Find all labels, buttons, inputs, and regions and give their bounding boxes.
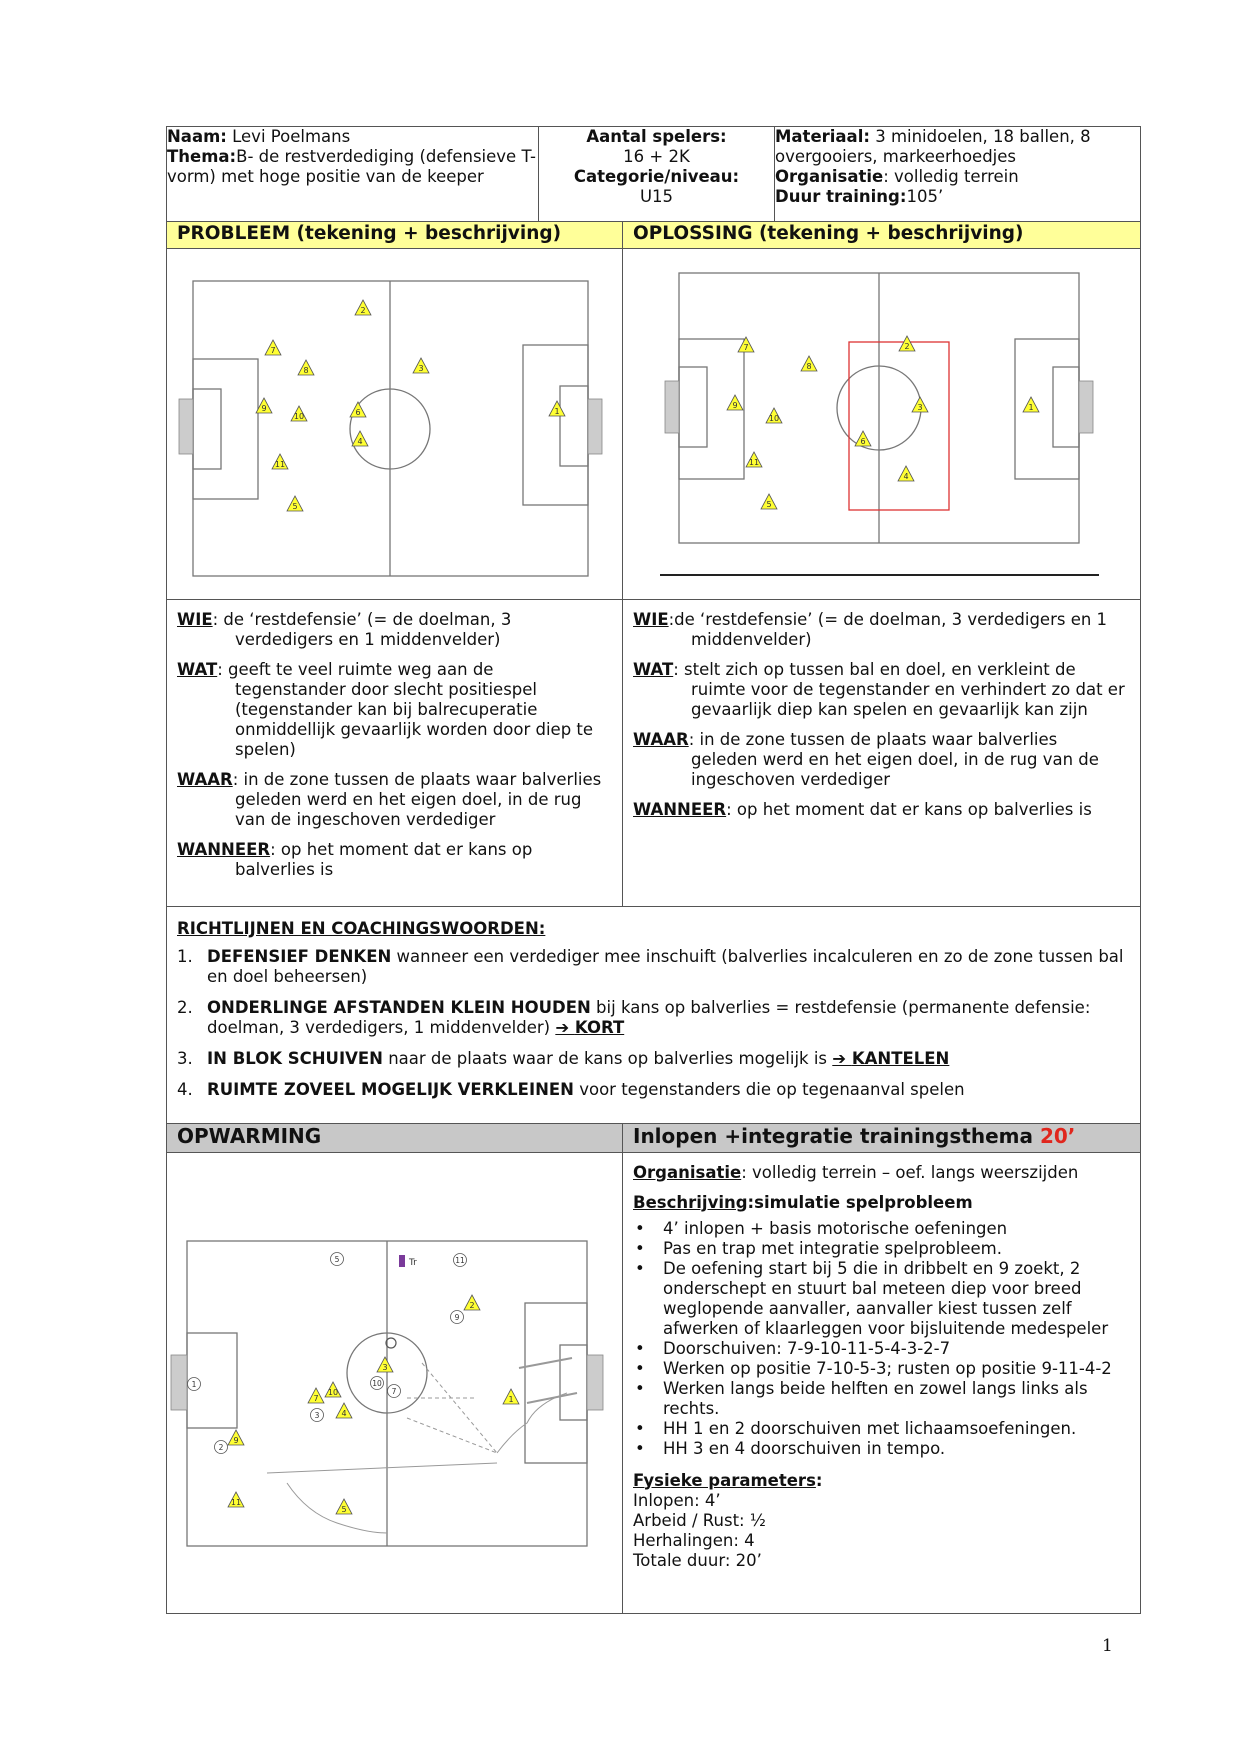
warmup-bullet: • Pas en trap met integratie spelprobleem. — [633, 1239, 1130, 1259]
problem-description — [167, 599, 623, 906]
players-label: Aantal spelers: — [586, 127, 727, 146]
organisation-label: Organisatie — [775, 167, 884, 186]
guidelines-title: RICHTLIJNEN EN COACHINGSWOORDEN: — [177, 918, 546, 938]
player-marker — [265, 340, 281, 355]
svg-text:11: 11 — [748, 457, 760, 467]
svg-text:2: 2 — [218, 1442, 224, 1452]
svg-text:1: 1 — [1028, 402, 1034, 412]
problem-title: PROBLEEM (tekening + beschrijving) — [167, 221, 623, 248]
player-marker — [352, 431, 368, 446]
guideline-arrow-text: KORT — [574, 1017, 625, 1037]
sol-waar-label: WAAR — [633, 729, 689, 749]
solution-description — [623, 599, 1141, 906]
player-marker — [291, 406, 307, 421]
players-value: 16 + 2K — [623, 147, 690, 166]
phys-colon: : — [815, 1470, 823, 1490]
warmup-right-title — [623, 1123, 1141, 1152]
player-marker — [355, 300, 371, 315]
svg-text:11: 11 — [274, 459, 286, 469]
player-marker — [746, 452, 762, 467]
org-label: Organisatie — [633, 1162, 742, 1182]
warmup-bullet: • De oefening start bij 5 die in dribbelt en 9 zoekt, 2 onderschept en stuurt bal meteen diep voor breed weglopende aanvaller, aanvaller kiest tussen zelf afwerken of klaarleggen voor bijsluitende medespeler — [633, 1259, 1130, 1339]
sol-wanneer-text: : op het moment dat er kans op balverlies is — [726, 799, 1092, 819]
arrow-right-icon: ➔ — [832, 1048, 852, 1068]
warmup-time: 20’ — [1039, 1123, 1076, 1148]
sol-wanneer-label: WANNEER — [633, 799, 727, 819]
warmup-field-diagram — [167, 1153, 623, 1613]
warmup-bullet: • HH 3 en 4 doorschuiven in tempo. — [633, 1439, 1130, 1459]
player-marker — [503, 1389, 519, 1404]
sol-waar-text: : in de zone tussen de plaats waar balverlies — [688, 729, 1058, 749]
player-marker — [272, 454, 288, 469]
player-marker — [350, 402, 366, 417]
player-marker — [308, 1388, 324, 1403]
training-sheet — [166, 126, 1140, 1614]
svg-text:9: 9 — [233, 1435, 239, 1445]
svg-text:5: 5 — [334, 1254, 340, 1264]
player-marker — [766, 408, 782, 423]
defensive-zone-rect — [849, 342, 949, 510]
svg-text:9: 9 — [454, 1312, 460, 1322]
svg-text:10: 10 — [293, 411, 305, 421]
guideline-keyword: DEFENSIEF DENKEN — [207, 946, 392, 966]
svg-text:9: 9 — [261, 403, 267, 413]
player-marker — [761, 494, 777, 509]
player-marker — [855, 431, 871, 446]
player-marker — [336, 1499, 352, 1514]
desc-text: :simulatie spelprobleem — [747, 1192, 973, 1212]
phys-line: Herhalingen: 4 — [633, 1530, 755, 1550]
guideline-number: 3. — [177, 1048, 193, 1068]
guideline-keyword: IN BLOK SCHUIVEN — [207, 1048, 383, 1068]
svg-text:7: 7 — [743, 342, 749, 352]
theme-label: Thema: — [167, 147, 237, 166]
sol-wat-text: : stelt zich op tussen bal en doel, en verkleint de — [673, 659, 1076, 679]
guideline-number: 1. — [177, 946, 193, 966]
player-marker — [377, 1357, 393, 1372]
org-text: : volledig terrein – oef. langs weerszijden — [741, 1162, 1079, 1182]
guideline-item — [177, 1080, 1130, 1100]
problem-field-diagram — [167, 249, 623, 599]
player-marker — [413, 358, 429, 373]
material-value: 3 minidoelen, 18 ballen, 8 overgooiers, markeerhoedjes — [775, 127, 1091, 166]
warmup-bullet: • Doorschuiven: 7-9-10-11-5-4-3-2-7 — [633, 1339, 1130, 1359]
wie-text: : de ‘restdefensie’ (= de doelman, 3 — [212, 609, 512, 629]
svg-text:3: 3 — [382, 1362, 388, 1372]
player-marker — [287, 496, 303, 511]
solution-field-diagram — [623, 249, 1141, 599]
svg-text:3: 3 — [418, 363, 424, 373]
svg-text:9: 9 — [732, 400, 738, 410]
guideline-text: naar de plaats waar de kans op balverlies mogelijk is — [382, 1048, 833, 1068]
guideline-keyword: ONDERLINGE AFSTANDEN KLEIN HOUDEN — [207, 997, 591, 1017]
guideline-text: wanneer een verdediger mee inschuift (balverlies incalculeren en zo de zone tussen bal en doel beheersen) — [207, 946, 1124, 986]
svg-text:2: 2 — [360, 305, 366, 315]
arrow-right-icon: ➔ — [555, 1017, 575, 1037]
player-marker — [898, 466, 914, 481]
svg-text:10: 10 — [327, 1387, 339, 1397]
guideline-text: voor tegenstanders die op tegenaanval spelen — [573, 1079, 965, 1099]
warmup-description — [623, 1152, 1141, 1613]
sol-wie-text: :de ‘restdefensie’ (= de doelman, 3 verdedigers en 1 — [668, 609, 1108, 629]
svg-text:1: 1 — [191, 1379, 197, 1389]
warmup-title: OPWARMING — [167, 1123, 623, 1152]
name-value: Levi Poelmans — [226, 127, 351, 146]
wanneer-label: WANNEER — [177, 839, 271, 859]
desc-label: Beschrijving — [633, 1192, 748, 1212]
category-value: U15 — [639, 187, 674, 206]
player-marker — [188, 1377, 201, 1390]
player-marker — [454, 1253, 467, 1266]
svg-text:6: 6 — [355, 407, 361, 417]
guideline-item — [177, 947, 1130, 987]
wie-label: WIE — [177, 609, 213, 629]
svg-text:7: 7 — [270, 345, 276, 355]
page-number: 1 — [1102, 1636, 1113, 1656]
player-marker — [727, 395, 743, 410]
phys-line: Inlopen: 4’ — [633, 1490, 721, 1510]
guideline-item — [177, 1049, 1130, 1069]
player-marker — [464, 1295, 480, 1310]
svg-text:7: 7 — [313, 1393, 319, 1403]
svg-text:5: 5 — [341, 1504, 347, 1514]
svg-text:8: 8 — [806, 361, 812, 371]
waar-cont: geleden werd en het eigen doel, in de rug van de ingeschoven verdediger — [235, 789, 582, 829]
player-marker — [228, 1492, 244, 1507]
svg-text:5: 5 — [292, 501, 298, 511]
svg-text:4: 4 — [341, 1408, 347, 1418]
organisation-value: : volledig terrein — [883, 167, 1019, 186]
svg-text:1: 1 — [554, 406, 560, 416]
player-marker — [331, 1252, 344, 1265]
player-marker — [336, 1403, 352, 1418]
wat-label: WAT — [177, 659, 218, 679]
guideline-number: 2. — [177, 997, 193, 1017]
solution-title: OPLOSSING (tekening + beschrijving) — [623, 221, 1141, 248]
warmup-bullet: • HH 1 en 2 doorschuiven met lichaamsoefeningen. — [633, 1419, 1130, 1439]
svg-text:3: 3 — [917, 402, 923, 412]
svg-text:11: 11 — [455, 1255, 465, 1265]
player-marker — [1023, 397, 1039, 412]
sol-wat-label: WAT — [633, 659, 674, 679]
svg-text:5: 5 — [766, 499, 772, 509]
svg-text:10: 10 — [372, 1378, 382, 1388]
category-label: Categorie/niveau: — [573, 167, 740, 186]
player-marker — [801, 356, 817, 371]
svg-text:2: 2 — [469, 1300, 475, 1310]
player-marker — [371, 1376, 384, 1389]
guideline-text: bij kans op balverlies = restdefensie (permanente defensie: doelman, 3 verdedigers, 1 middenvelder) — [207, 997, 1091, 1037]
duration-value: 105’ — [906, 187, 944, 206]
warmup-right-title-text: Inlopen +integratie trainingsthema — [633, 1123, 1040, 1148]
wie-cont: verdedigers en 1 middenvelder) — [235, 629, 501, 649]
player-marker — [228, 1430, 244, 1445]
guideline-item — [177, 998, 1130, 1038]
phys-label: Fysieke parameters — [633, 1470, 816, 1490]
sol-wie-label: WIE — [633, 609, 669, 629]
player-marker — [325, 1382, 341, 1397]
svg-text:8: 8 — [303, 365, 309, 375]
waar-text: : in de zone tussen de plaats waar balverlies — [232, 769, 602, 789]
trainer-label: Tr — [409, 1257, 417, 1268]
warmup-bullet: • Werken op positie 7-10-5-3; rusten op positie 9-11-4-2 — [633, 1359, 1130, 1379]
waar-label: WAAR — [177, 769, 233, 789]
svg-text:11: 11 — [230, 1497, 242, 1507]
svg-text:4: 4 — [357, 436, 363, 446]
player-marker — [388, 1384, 401, 1397]
header-row — [167, 127, 1141, 222]
player-marker — [549, 401, 565, 416]
sol-wie-cont: middenvelder) — [691, 629, 812, 649]
svg-text:6: 6 — [860, 436, 866, 446]
guideline-arrow-keyword — [832, 1049, 949, 1068]
sol-wat-cont: ruimte voor de tegenstander en verhindert zo dat er gevaarlijk diep kan spelen en gevaarlijk kan zijn — [691, 679, 1125, 719]
guideline-number: 4. — [177, 1079, 193, 1099]
wanneer-cont: balverlies is — [235, 859, 334, 879]
wat-text: : geeft te veel ruimte weg aan de — [217, 659, 494, 679]
wanneer-text: : op het moment dat er kans op — [270, 839, 533, 859]
player-marker — [451, 1310, 464, 1323]
svg-text:3: 3 — [314, 1410, 320, 1420]
wat-cont: tegenstander door slecht positiespel (tegenstander kan bij balrecuperatie onmiddellijk gevaarlijk worden door diep te spelen) — [235, 679, 594, 759]
warmup-bullet: • 4’ inlopen + basis motorische oefeningen — [633, 1219, 1130, 1239]
player-marker — [298, 360, 314, 375]
guideline-arrow-text: KANTELEN — [851, 1048, 950, 1068]
svg-text:4: 4 — [903, 471, 909, 481]
svg-text:7: 7 — [391, 1386, 397, 1396]
theme-value: B- de restverdediging (defensieve T-vorm) met hoge positie van de keeper — [167, 147, 536, 186]
player-marker — [899, 336, 915, 351]
svg-text:10: 10 — [768, 413, 780, 423]
material-label: Materiaal: — [775, 127, 870, 146]
svg-text:2: 2 — [904, 341, 910, 351]
svg-text:1: 1 — [508, 1394, 514, 1404]
phys-line: Totale duur: 20’ — [633, 1550, 762, 1570]
guidelines-section — [167, 906, 1141, 1123]
player-marker — [311, 1408, 324, 1421]
duration-label: Duur training: — [775, 187, 907, 206]
sol-waar-cont: geleden werd en het eigen doel, in de rug van de ingeschoven verdediger — [691, 749, 1099, 789]
warmup-bullet: • Werken langs beide helften en zowel langs links als rechts. — [633, 1379, 1130, 1419]
name-label: Naam: — [167, 127, 227, 146]
player-marker — [215, 1440, 228, 1453]
trainer-marker — [399, 1255, 417, 1268]
guideline-keyword: RUIMTE ZOVEEL MOGELIJK VERKLEINEN — [207, 1079, 574, 1099]
phys-line: Arbeid / Rust: ½ — [633, 1510, 766, 1530]
player-marker — [912, 397, 928, 412]
guideline-arrow-keyword — [555, 1018, 624, 1037]
